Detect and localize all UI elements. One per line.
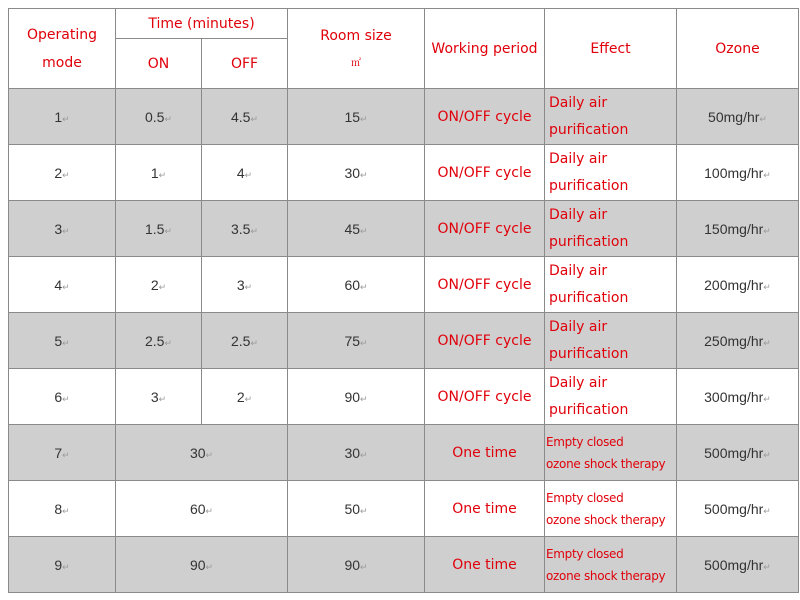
mode-cell: 6↵ xyxy=(9,369,116,425)
on-cell: 0.5↵ xyxy=(116,89,202,145)
room-cell: 15↵ xyxy=(288,89,425,145)
on-cell: 2.5↵ xyxy=(116,313,202,369)
ozone-value: 150mg/hr xyxy=(704,220,764,237)
ozone-cell: 250mg/hr↵ xyxy=(677,313,799,369)
header-room-size xyxy=(288,9,425,89)
header-ozone: Ozone xyxy=(677,9,799,89)
ozone-cell: 100mg/hr↵ xyxy=(677,145,799,201)
header-room-size-label: Room size xyxy=(320,28,392,44)
ozone-cell: 500mg/hr↵ xyxy=(677,481,799,537)
mode-cell: 2↵ xyxy=(9,145,116,201)
ozone-value: 100mg/hr xyxy=(704,164,764,181)
ozone-cell: 150mg/hr↵ xyxy=(677,201,799,257)
header-room-size-unit: ㎡ xyxy=(351,58,361,69)
room-value: 90 xyxy=(344,388,361,405)
effect-line-2: purification xyxy=(549,233,629,250)
on-cell: 1.5↵ xyxy=(116,201,202,257)
room-value: 60 xyxy=(344,276,361,293)
effect-cell xyxy=(545,481,677,537)
ozone-value: 500mg/hr xyxy=(704,444,764,461)
effect-cell xyxy=(545,257,677,313)
off-value: 4 xyxy=(236,164,245,181)
period-cell: ON/OFF cycle xyxy=(425,201,545,257)
effect-line-2: purification xyxy=(549,401,629,418)
mode-value: 2 xyxy=(54,164,63,181)
off-cell: 2↵ xyxy=(202,369,288,425)
period-cell: ON/OFF cycle xyxy=(425,257,545,313)
room-cell: 60↵ xyxy=(288,257,425,313)
ozone-cell: 500mg/hr↵ xyxy=(677,425,799,481)
room-cell: 50↵ xyxy=(288,481,425,537)
header-time: Time (minutes) xyxy=(116,9,288,39)
room-value: 50 xyxy=(344,500,361,517)
effect-cell xyxy=(545,537,677,593)
on-value: 2 xyxy=(150,276,159,293)
period-cell: ON/OFF cycle xyxy=(425,369,545,425)
mode-cell: 8↵ xyxy=(9,481,116,537)
mode-value: 3 xyxy=(54,220,63,237)
room-cell: 90↵ xyxy=(288,537,425,593)
off-cell: 4.5↵ xyxy=(202,89,288,145)
on-value: 1 xyxy=(150,164,159,181)
period-cell: One time xyxy=(425,481,545,537)
off-value: 2.5 xyxy=(230,332,251,349)
on-cell: 3↵ xyxy=(116,369,202,425)
effect-cell xyxy=(545,89,677,145)
effect-line-2: ozone shock therapy xyxy=(546,512,666,527)
mode-cell: 9↵ xyxy=(9,537,116,593)
room-cell: 30↵ xyxy=(288,145,425,201)
mode-value: 9 xyxy=(54,556,63,573)
off-value: 4.5 xyxy=(230,108,251,125)
room-value: 75 xyxy=(344,332,361,349)
mode-value: 1 xyxy=(54,108,63,125)
header-off: OFF xyxy=(202,39,288,89)
effect-line-1: Empty closed xyxy=(546,546,624,561)
on-value: 3 xyxy=(150,388,159,405)
effect-line-1: Daily air xyxy=(549,374,608,391)
on-cell: 1↵ xyxy=(116,145,202,201)
room-cell: 45↵ xyxy=(288,201,425,257)
table-row xyxy=(9,537,799,593)
ozone-value: 500mg/hr xyxy=(704,556,764,573)
ozone-cell: 300mg/hr↵ xyxy=(677,369,799,425)
effect-line-2: purification xyxy=(549,345,629,362)
room-cell: 90↵ xyxy=(288,369,425,425)
off-cell: 4↵ xyxy=(202,145,288,201)
effect-line-1: Daily air xyxy=(549,94,608,111)
period-cell: One time xyxy=(425,425,545,481)
mode-value: 4 xyxy=(54,276,63,293)
effect-cell xyxy=(545,201,677,257)
effect-cell xyxy=(545,425,677,481)
period-cell: ON/OFF cycle xyxy=(425,313,545,369)
mode-cell: 7↵ xyxy=(9,425,116,481)
mode-value: 8 xyxy=(54,500,63,517)
mode-value: 7 xyxy=(54,444,63,461)
effect-line-1: Daily air xyxy=(549,262,608,279)
table-row xyxy=(9,257,799,313)
table-row xyxy=(9,481,799,537)
off-value: 3.5 xyxy=(230,220,251,237)
off-value: 3 xyxy=(236,276,245,293)
mode-value: 6 xyxy=(54,388,63,405)
room-value: 15 xyxy=(344,108,361,125)
mode-cell: 3↵ xyxy=(9,201,116,257)
effect-cell xyxy=(545,313,677,369)
header-on: ON xyxy=(116,39,202,89)
ozone-value: 50mg/hr xyxy=(708,108,760,125)
room-value: 30 xyxy=(344,444,361,461)
time-value: 90 xyxy=(189,556,206,573)
ozone-cell: 50mg/hr↵ xyxy=(677,89,799,145)
ozone-value: 300mg/hr xyxy=(704,388,764,405)
effect-line-1: Daily air xyxy=(549,206,608,223)
effect-line-2: purification xyxy=(549,177,629,194)
effect-line-2: ozone shock therapy xyxy=(546,568,666,583)
header-effect: Effect xyxy=(545,9,677,89)
room-value: 45 xyxy=(344,220,361,237)
ozone-value: 200mg/hr xyxy=(704,276,764,293)
mode-value: 5 xyxy=(54,332,63,349)
ozone-mode-table xyxy=(8,8,799,593)
on-cell: 2↵ xyxy=(116,257,202,313)
period-cell: ON/OFF cycle xyxy=(425,145,545,201)
off-cell: 3.5↵ xyxy=(202,201,288,257)
mode-cell: 1↵ xyxy=(9,89,116,145)
table-row xyxy=(9,313,799,369)
on-value: 2.5 xyxy=(144,332,165,349)
ozone-value: 500mg/hr xyxy=(704,500,764,517)
effect-cell xyxy=(545,369,677,425)
off-value: 2 xyxy=(236,388,245,405)
mode-cell: 4↵ xyxy=(9,257,116,313)
room-cell: 30↵ xyxy=(288,425,425,481)
time-value: 30 xyxy=(189,444,206,461)
time-cell: 60↵ xyxy=(116,481,288,537)
effect-line-1: Empty closed xyxy=(546,490,624,505)
time-cell: 90↵ xyxy=(116,537,288,593)
table-row xyxy=(9,425,799,481)
effect-line-1: Daily air xyxy=(549,318,608,335)
off-cell: 2.5↵ xyxy=(202,313,288,369)
effect-line-2: purification xyxy=(549,289,629,306)
on-value: 0.5 xyxy=(144,108,165,125)
effect-line-2: purification xyxy=(549,121,629,138)
ozone-cell: 200mg/hr↵ xyxy=(677,257,799,313)
effect-cell xyxy=(545,145,677,201)
time-value: 60 xyxy=(189,500,206,517)
header-operating-mode: Operating mode xyxy=(9,9,116,89)
room-value: 90 xyxy=(344,556,361,573)
time-cell: 30↵ xyxy=(116,425,288,481)
on-value: 1.5 xyxy=(144,220,165,237)
period-cell: ON/OFF cycle xyxy=(425,89,545,145)
off-cell: 3↵ xyxy=(202,257,288,313)
room-cell: 75↵ xyxy=(288,313,425,369)
effect-line-1: Daily air xyxy=(549,150,608,167)
table-row xyxy=(9,201,799,257)
effect-line-2: ozone shock therapy xyxy=(546,456,666,471)
table-row xyxy=(9,369,799,425)
mode-cell: 5↵ xyxy=(9,313,116,369)
table-row xyxy=(9,145,799,201)
ozone-cell: 500mg/hr↵ xyxy=(677,537,799,593)
table-container xyxy=(8,8,799,593)
table-row xyxy=(9,89,799,145)
period-cell: One time xyxy=(425,537,545,593)
room-value: 30 xyxy=(344,164,361,181)
ozone-value: 250mg/hr xyxy=(704,332,764,349)
effect-line-1: Empty closed xyxy=(546,434,624,449)
header-working-period: Working period xyxy=(425,9,545,89)
